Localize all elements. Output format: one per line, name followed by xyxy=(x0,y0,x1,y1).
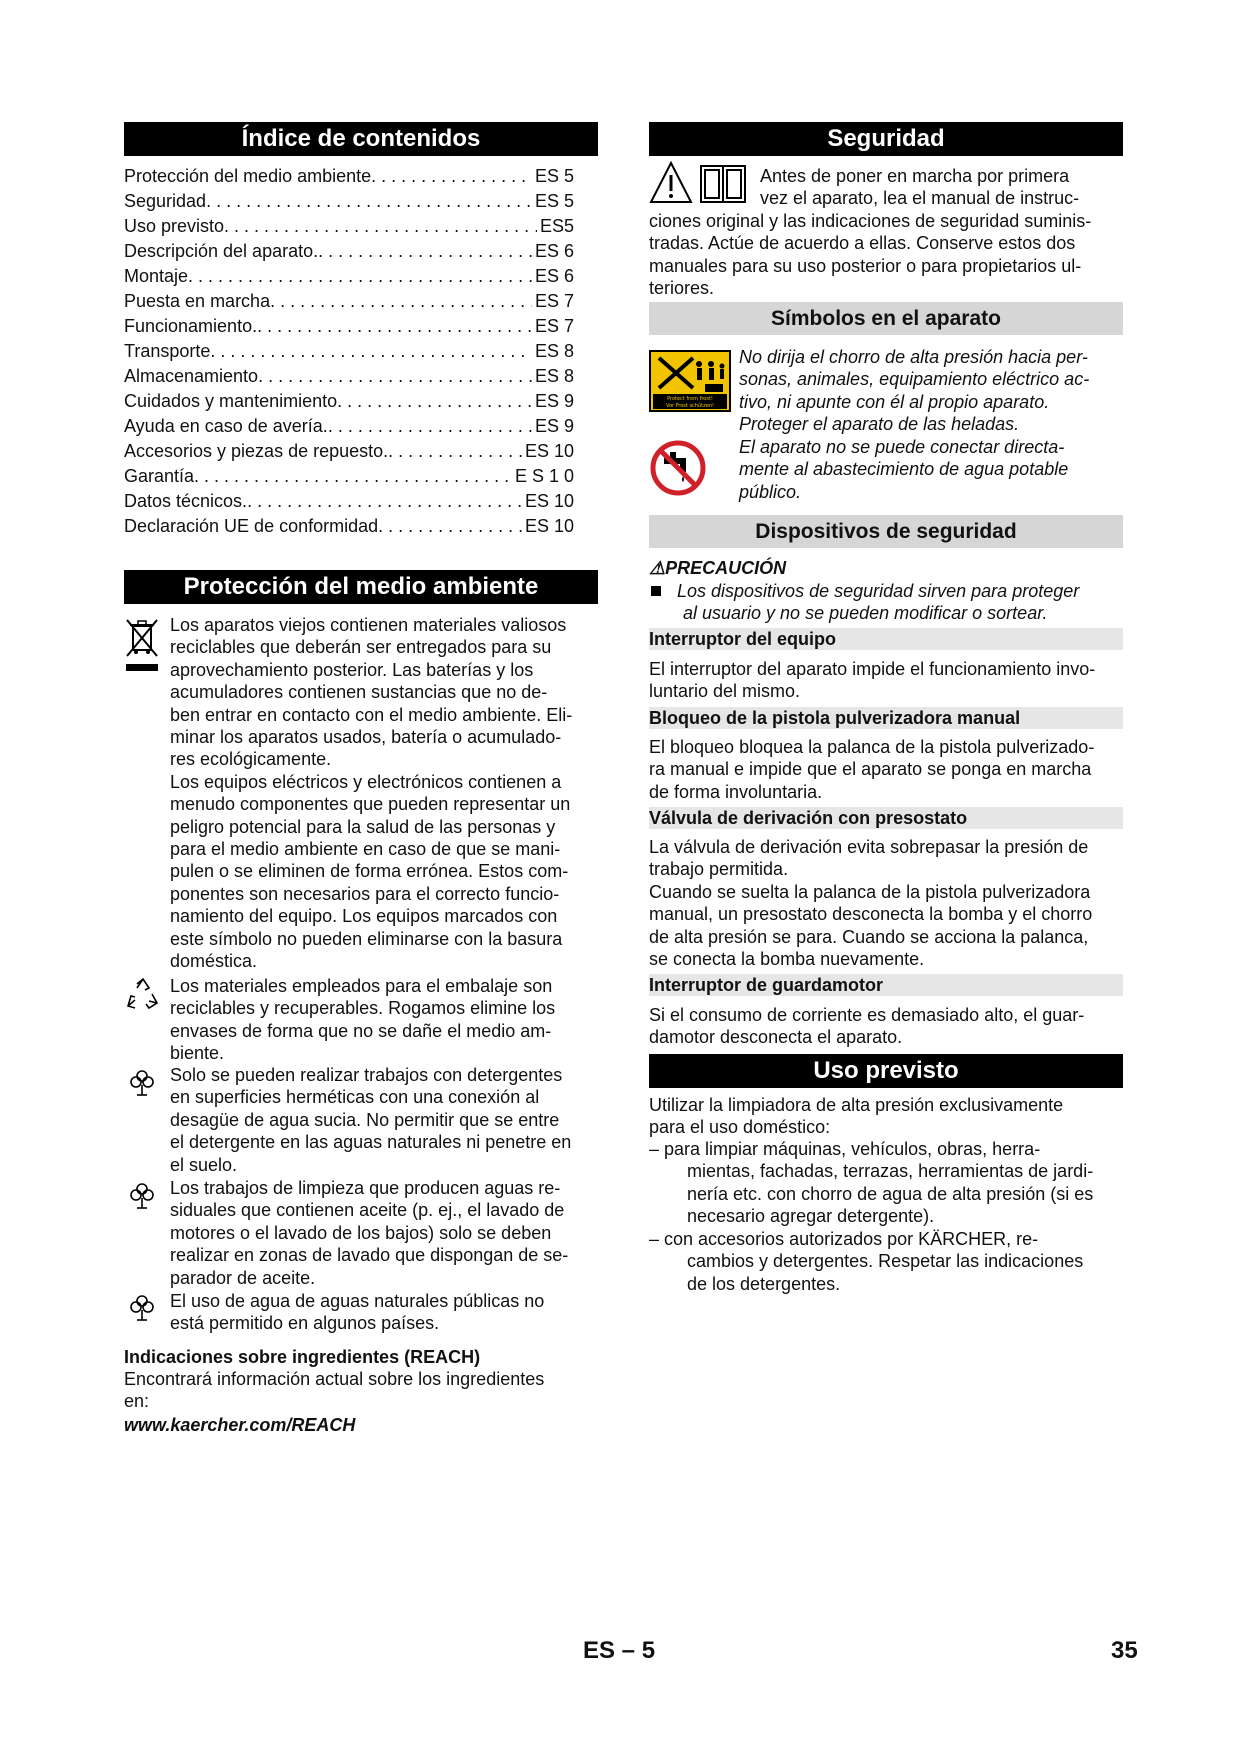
recycling-icon xyxy=(124,976,162,1014)
toc-entry[interactable] xyxy=(124,290,574,312)
page-number: 35 xyxy=(1111,1637,1138,1664)
text-line: para el medio ambiente en caso de que se mani- xyxy=(170,839,561,860)
toc-entry[interactable] xyxy=(124,390,574,412)
toc-entry-page: ES 7 xyxy=(534,291,574,311)
text-line: ra manual e impide que el aparato se ponga en marcha xyxy=(649,759,1092,780)
text-line: biente. xyxy=(170,1043,225,1064)
text-line: el detergente en las aguas naturales ni penetre en xyxy=(170,1132,572,1153)
toc-entry-title: Uso previsto xyxy=(124,216,225,236)
caution-text: PRECAUCIÓN xyxy=(665,558,787,578)
text-line: mientas, fachadas, terrazas, herramientas de jardi- xyxy=(687,1161,1094,1182)
crossed-bin-icon xyxy=(124,616,160,676)
toc-dot-leader xyxy=(257,315,532,337)
text-line: parador de aceite. xyxy=(170,1267,316,1288)
toc-heading: Índice de contenidos xyxy=(124,122,598,156)
text-line: siduales que contienen aceite (p. ej., el lavado de xyxy=(170,1200,565,1221)
text-line: doméstica. xyxy=(170,951,258,972)
toc-entry-title: Datos técnicos. xyxy=(124,491,248,511)
toc-dot-leader xyxy=(337,390,532,412)
text-line: acumuladores contienen sustancias que no de- xyxy=(170,682,548,703)
text-line: vez el aparato, lea el manual de instruc- xyxy=(760,188,1080,209)
text-line: res ecológicamente. xyxy=(170,749,332,770)
text-line: La válvula de derivación evita sobrepasar la presión de xyxy=(649,837,1089,857)
toc-entry[interactable] xyxy=(124,415,574,437)
text-line: realizar en zonas de lavado que dispongan de se- xyxy=(170,1245,569,1266)
text-line: manuales para su uso posterior o para propietarios ul- xyxy=(649,255,1082,276)
environment-heading: Protección del medio ambiente xyxy=(124,570,598,604)
text-line: este símbolo no pueden eliminarse con la basura xyxy=(170,928,563,949)
toc-entry-page: ES 9 xyxy=(534,416,574,436)
toc-dot-leader xyxy=(206,190,532,212)
toc-entry[interactable] xyxy=(124,190,574,212)
text-line: envases de forma que no se dañe el medio am- xyxy=(170,1020,552,1041)
text-line: para el uso doméstico: xyxy=(649,1117,831,1138)
toc-entry-page: ES 10 xyxy=(524,441,574,461)
text-line: está permitido en algunos países. xyxy=(170,1313,440,1334)
text-line: Antes de poner en marcha por primera xyxy=(760,166,1070,186)
text-line: se conecta la bomba nuevamente. xyxy=(649,949,925,970)
device-switch-heading: Interruptor del equipo xyxy=(649,628,1123,650)
toc-dot-leader xyxy=(378,515,522,537)
toc-entry-title: Descripción del aparato. xyxy=(124,241,319,261)
gun-lock-text xyxy=(649,736,1127,803)
environment-tree-icon-2 xyxy=(127,1180,157,1210)
toc-dot-leader xyxy=(188,265,532,287)
text-line: tivo, ni apunte con él al propio aparato. xyxy=(739,391,1050,412)
text-line: El aparato no se puede conectar directa- xyxy=(739,437,1065,457)
toc-entry-title: Cuidados y mantenimiento xyxy=(124,391,338,411)
text-line: Solo se pueden realizar trabajos con detergentes xyxy=(170,1065,563,1085)
intended-use-intro xyxy=(649,1094,1127,1139)
text-line: ciones original y las indicaciones de seguridad suminis- xyxy=(649,210,1092,231)
toc-dot-leader xyxy=(388,440,522,462)
toc-entry[interactable] xyxy=(124,490,574,512)
text-line: trabajo permitida. xyxy=(649,859,789,880)
text-line: Los dispositivos de seguridad sirven para proteger xyxy=(677,581,1080,601)
toc-entry-title: Seguridad xyxy=(124,191,207,211)
toc-dot-leader xyxy=(224,215,537,237)
bypass-valve-heading: Válvula de derivación con presostato xyxy=(649,807,1123,829)
text-line: manual, un presostato desconecta la bomba y el chorro xyxy=(649,904,1093,925)
symbols-heading: Símbolos en el aparato xyxy=(649,302,1123,335)
toc-entry-page: ES 7 xyxy=(534,316,574,336)
toc-entry-page: ES 6 xyxy=(534,266,574,286)
toc-entry-title: Accesorios y piezas de repuesto. xyxy=(124,441,389,461)
text-line: reciclables y recuperables. Rogamos elimine los xyxy=(170,998,556,1019)
toc-entry-page: ES5 xyxy=(539,216,574,236)
toc-dot-leader xyxy=(270,290,532,312)
toc-entry-page: E S 1 0 xyxy=(514,466,574,486)
toc-entry[interactable] xyxy=(124,265,574,287)
toc-entry[interactable] xyxy=(124,340,574,362)
no-drinking-water-icon xyxy=(650,440,706,496)
text-line: Los materiales empleados para el embalaje son xyxy=(170,976,553,996)
device-switch-text xyxy=(649,658,1127,703)
text-line: – para limpiar máquinas, vehículos, obras, herra- xyxy=(649,1139,1041,1159)
toc-entry-title: Puesta en marcha xyxy=(124,291,271,311)
safety-heading: Seguridad xyxy=(649,122,1123,156)
text-line: en: xyxy=(124,1391,150,1412)
toc-entry-page: ES 9 xyxy=(534,391,574,411)
text-line: nería etc. con chorro de agua de alta presión (si es xyxy=(687,1183,1094,1204)
text-line: Los aparatos viejos contienen materiales valiosos xyxy=(170,615,567,635)
text-line: motores o el lavado de los bajos) solo se deben xyxy=(170,1222,552,1243)
reach-title: Indicaciones sobre ingredientes (REACH) xyxy=(124,1347,481,1367)
toc-entry[interactable] xyxy=(124,215,574,237)
text-line: necesario agregar detergente). xyxy=(687,1206,935,1227)
text-line: aprovechamiento posterior. Las baterías y los xyxy=(170,659,534,680)
text-line: El bloqueo bloquea la palanca de la pistola pulverizado- xyxy=(649,737,1095,757)
bullet-square xyxy=(651,586,661,596)
text-line: ben entrar en contacto con el medio ambiente. Eli- xyxy=(170,704,573,725)
text-line: reciclables que deberán ser entregados para su xyxy=(170,637,552,658)
text-line: de los detergentes. xyxy=(687,1273,841,1294)
toc-dot-leader xyxy=(371,165,532,187)
caution-label xyxy=(649,557,786,579)
safety-devices-heading: Dispositivos de seguridad xyxy=(649,515,1123,548)
text-line: El interruptor del aparato impide el funcionamiento invo- xyxy=(649,659,1096,679)
environment-paragraph-3 xyxy=(170,1064,610,1176)
toc-entry-title: Transporte xyxy=(124,341,211,361)
toc-entry-title: Almacenamiento xyxy=(124,366,259,386)
toc-entry[interactable] xyxy=(124,365,574,387)
text-line: damotor desconecta el aparato. xyxy=(649,1027,903,1048)
text-line: teriores. xyxy=(649,278,715,299)
text-line: menudo componentes que pueden representar un xyxy=(170,794,571,815)
motor-protection-heading: Interruptor de guardamotor xyxy=(649,974,1123,996)
text-line: de alta presión se para. Cuando se acciona la palanca, xyxy=(649,926,1089,947)
motor-protection-text xyxy=(649,1004,1127,1049)
toc-entry-page: ES 8 xyxy=(534,341,574,361)
text-line: luntario del mismo. xyxy=(649,681,801,702)
gun-lock-heading: Bloqueo de la pistola pulverizadora manual xyxy=(649,707,1123,729)
toc-dot-leader xyxy=(210,340,532,362)
toc-dot-leader xyxy=(318,240,532,262)
toc-entry[interactable] xyxy=(124,465,574,487)
toc-entry-page: ES 10 xyxy=(524,516,574,536)
environment-tree-icon xyxy=(127,1067,157,1097)
text-line: Si el consumo de corriente es demasiado alto, el guar- xyxy=(649,1005,1085,1025)
toc-dot-leader xyxy=(194,465,512,487)
toc-entry[interactable] xyxy=(124,165,574,187)
text-line: Cuando se suelta la palanca de la pistola pulverizadora xyxy=(649,881,1091,902)
environment-paragraph-2 xyxy=(170,975,610,1065)
text-line: el suelo. xyxy=(170,1154,238,1175)
text-line: No dirija el chorro de alta presión hacia per- xyxy=(739,347,1088,367)
text-line: desagüe de agua sucia. No permitir que se entre xyxy=(170,1109,560,1130)
reach-text xyxy=(124,1368,604,1413)
text-line: tradas. Actúe de acuerdo a ellas. Conserve estos dos xyxy=(649,233,1076,254)
high-pressure-warning-icon xyxy=(649,350,731,412)
environment-tree-icon-3 xyxy=(127,1292,157,1322)
text-line: sonas, animales, equipamiento eléctrico ac- xyxy=(739,369,1090,390)
frost-text: Proteger el aparato de las heladas. xyxy=(739,414,1020,434)
intended-use-item-1 xyxy=(649,1138,1127,1228)
text-line: mente al abastecimiento de agua potable xyxy=(739,459,1069,480)
text-line: público. xyxy=(739,481,802,502)
toc-entry-page: ES 6 xyxy=(534,241,574,261)
text-line: Los trabajos de limpieza que producen aguas re- xyxy=(170,1178,561,1198)
toc-entry-title: Garantía xyxy=(124,466,195,486)
frost-label-en: Protect from frost! xyxy=(667,396,713,402)
toc-entry-page: ES 10 xyxy=(524,491,574,511)
toc-entry-page: ES 5 xyxy=(534,166,574,186)
text-line: peligro potencial para la salud de las personas y xyxy=(170,816,556,837)
text-line: El uso de agua de aguas naturales públicas no xyxy=(170,1291,545,1311)
environment-paragraph-5 xyxy=(170,1290,610,1335)
safety-intro xyxy=(649,165,1127,299)
toc-entry[interactable] xyxy=(124,315,574,337)
toc-entry-title: Ayuda en caso de avería. xyxy=(124,416,328,436)
text-line: en superficies herméticas con una conexión al xyxy=(170,1087,540,1108)
text-line: namiento del equipo. Los equipos marcados con xyxy=(170,906,558,927)
caution-warning-icon: ⚠ xyxy=(649,558,666,578)
section-page-label: ES – 5 xyxy=(583,1637,656,1664)
frost-label-de: Vor Frost schützen! xyxy=(666,403,714,409)
text-line: Los equipos eléctricos y electrónicos contienen a xyxy=(170,771,562,792)
text-line: al usuario y no se pueden modificar o sortear. xyxy=(683,603,1048,624)
environment-paragraph-1 xyxy=(170,614,610,973)
text-line: Utilizar la limpiadora de alta presión exclusivamente xyxy=(649,1095,1064,1115)
reach-url-link[interactable]: www.kaercher.com/REACH xyxy=(124,1415,356,1435)
toc-entry-page: ES 5 xyxy=(534,191,574,211)
text-line: de forma involuntaria. xyxy=(649,781,823,802)
toc-dot-leader xyxy=(247,490,522,512)
bypass-valve-text xyxy=(649,836,1127,970)
toc-entry-title: Funcionamiento. xyxy=(124,316,258,336)
symbol1-text xyxy=(739,346,1127,413)
text-line: pulen o se eliminen de forma errónea. Estos com- xyxy=(170,861,569,882)
toc-dot-leader xyxy=(258,365,532,387)
text-line: Encontrará información actual sobre los ingredientes xyxy=(124,1369,545,1389)
intended-use-heading: Uso previsto xyxy=(649,1054,1123,1088)
toc-entry-title: Montaje xyxy=(124,266,189,286)
environment-paragraph-4 xyxy=(170,1177,610,1289)
text-line: cambios y detergentes. Respetar las indicaciones xyxy=(687,1251,1084,1272)
intended-use-item-2 xyxy=(649,1228,1127,1295)
symbol2-text xyxy=(739,436,1127,503)
toc-entry[interactable] xyxy=(124,515,574,537)
toc-entry-title: Declaración UE de conformidad xyxy=(124,516,379,536)
toc-dot-leader xyxy=(328,415,532,437)
text-line: minar los aparatos usados, batería o acumulado- xyxy=(170,727,562,748)
caution-paragraph xyxy=(677,580,1127,625)
toc-entry-page: ES 8 xyxy=(534,366,574,386)
text-line: ponentes son necesarios para el correcto funcio- xyxy=(170,883,560,904)
text-line: – con accesorios autorizados por KÄRCHER, re- xyxy=(649,1229,1039,1249)
toc-entry[interactable] xyxy=(124,440,574,462)
toc-entry[interactable] xyxy=(124,240,574,262)
toc-entry-title: Protección del medio ambiente xyxy=(124,166,372,186)
